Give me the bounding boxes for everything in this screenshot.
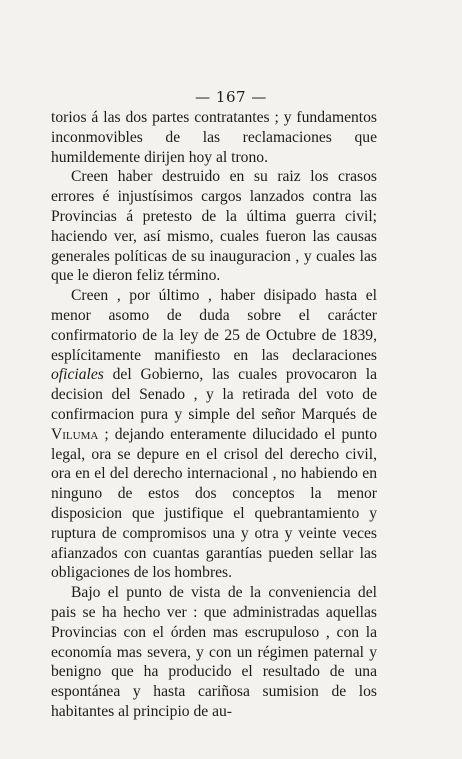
small-caps-text: Viluma	[51, 425, 99, 443]
paragraph	[51, 108, 377, 167]
paragraph	[51, 167, 377, 286]
body-text	[51, 108, 377, 722]
text-run: Creen , por último , haber disipado hasta el menor asomo de duda sobre el carácter confirmatorio de la ley de 25 de Octubre de 1839, esplícitamente manifiesto en las declaraciones	[51, 287, 377, 364]
italic-text: oficiales	[51, 366, 104, 384]
paragraph	[51, 286, 377, 583]
page-number: — 167 —	[195, 88, 267, 106]
text-run: del Gobierno, las cuales provocaron la decision del Senado , y la retirada del voto de confirmacion pura y simple del señor Marqués de	[51, 366, 377, 423]
paragraph	[51, 583, 377, 722]
text-run: ; dejando enteramente dilucidado el punto legal, ora se depure en el crisol del derecho civil, ora en el del derecho internacional , no habiendo en ninguno de estos dos conceptos la menor disposicion que justifique el quebrantamiento y ruptura de compromisos una y otra y veinte veces afianzados con cuantas garantías pueden sellar las obligaciones de los hombres.	[51, 425, 377, 582]
text-run: Creen haber destruido en su raiz los crasos errores é injustísimos cargos lanzados contra las Provincias á pretesto de la última guerra civil; haciendo ver, así mismo, cuales fueron las causas generales políticas de su inauguracion , y cuales las que le dieron feliz término.	[51, 168, 377, 285]
text-run: torios á las dos partes contratantes ; y fundamentos inconmovibles de las reclamaciones que humildemente dirijen hoy al trono.	[51, 109, 377, 166]
text-run: Bajo el punto de vista de la conveniencia del pais se ha hecho ver : que administradas aquellas Provincias con el órden mas escrupuloso , con la economía mas severa, y con un régimen paternal y benigno que ha producido el resultado de una espontánea y hasta cariñosa sumision de los habitantes al principio de au-	[51, 584, 377, 720]
